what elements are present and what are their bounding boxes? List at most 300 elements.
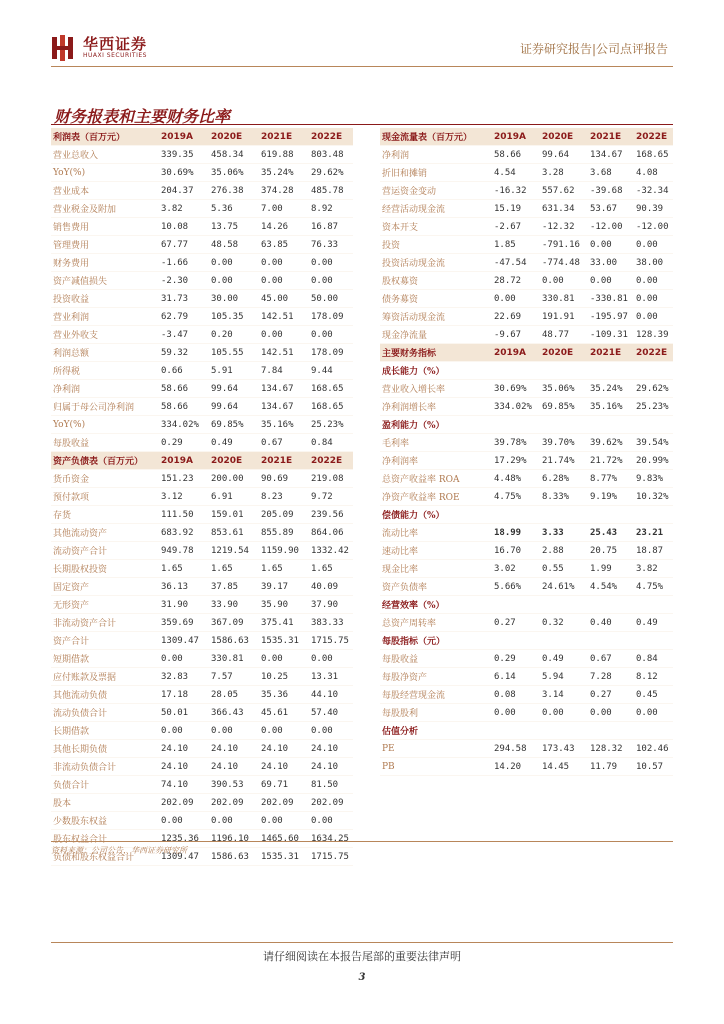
row-label: 非流动资产合计 xyxy=(51,614,159,632)
row-label: 每股指标（元） xyxy=(380,632,492,650)
table-row xyxy=(380,290,673,308)
cell-value: 202.09 xyxy=(209,794,259,812)
table-row xyxy=(51,272,353,290)
cell-value: 204.37 xyxy=(159,182,209,200)
row-label: PE xyxy=(380,740,492,758)
cell-value: 25.23% xyxy=(309,416,353,434)
cell-value: 39.70% xyxy=(540,434,588,452)
cell-value: 20.99% xyxy=(634,452,673,470)
cell-value xyxy=(634,362,673,380)
table-row xyxy=(51,686,353,704)
cell-value: 102.46 xyxy=(634,740,673,758)
cell-value xyxy=(492,362,540,380)
cell-value: 45.61 xyxy=(259,704,309,722)
table-row xyxy=(51,488,353,506)
table-row xyxy=(51,254,353,272)
cell-value: 2022E xyxy=(634,128,673,146)
cell-value: 200.00 xyxy=(209,470,259,488)
cell-value: 0.84 xyxy=(309,434,353,452)
cell-value: 5.66% xyxy=(492,578,540,596)
cell-value: 8.92 xyxy=(309,200,353,218)
cell-value: -32.34 xyxy=(634,182,673,200)
row-label: 长期借款 xyxy=(51,722,159,740)
cell-value: 1634.25 xyxy=(309,830,353,848)
cell-value: 2022E xyxy=(634,344,673,362)
cell-value: 67.77 xyxy=(159,236,209,254)
row-label: 营业税金及附加 xyxy=(51,200,159,218)
cell-value: 2020E xyxy=(540,344,588,362)
cell-value: 5.94 xyxy=(540,668,588,686)
row-label: 存货 xyxy=(51,506,159,524)
cell-value: 151.23 xyxy=(159,470,209,488)
cell-value: 6.91 xyxy=(209,488,259,506)
row-label: 净利润率 xyxy=(380,452,492,470)
table-row xyxy=(51,362,353,380)
cell-value: 35.16% xyxy=(588,398,634,416)
cell-value: 0.00 xyxy=(259,254,309,272)
table-row xyxy=(380,524,673,542)
cell-value: 1.65 xyxy=(209,560,259,578)
cell-value: -1.66 xyxy=(159,254,209,272)
cell-value: 28.72 xyxy=(492,272,540,290)
cell-value: 619.88 xyxy=(259,146,309,164)
row-label: 所得税 xyxy=(51,362,159,380)
row-label: 营业收入增长率 xyxy=(380,380,492,398)
table-row xyxy=(380,614,673,632)
row-label: 归属于母公司净利润 xyxy=(51,398,159,416)
cell-value: 1.65 xyxy=(259,560,309,578)
section-title: 财务报表和主要财务比率 xyxy=(54,107,231,126)
table-row xyxy=(380,236,673,254)
cell-value: 28.05 xyxy=(209,686,259,704)
cell-value: 0.66 xyxy=(159,362,209,380)
row-label: 短期借款 xyxy=(51,650,159,668)
table-row xyxy=(380,182,673,200)
cell-value: 13.75 xyxy=(209,218,259,236)
cell-value: 205.09 xyxy=(259,506,309,524)
cell-value: 2.88 xyxy=(540,542,588,560)
cell-value: 15.19 xyxy=(492,200,540,218)
cell-value: 3.33 xyxy=(540,524,588,542)
cell-value: 7.57 xyxy=(209,668,259,686)
cell-value: 24.10 xyxy=(259,758,309,776)
table-header-row xyxy=(51,128,353,146)
cell-value: 31.73 xyxy=(159,290,209,308)
table-row xyxy=(51,614,353,632)
cell-value: 683.92 xyxy=(159,524,209,542)
cell-value: 17.29% xyxy=(492,452,540,470)
cell-value: 29.62% xyxy=(634,380,673,398)
cell-value xyxy=(588,416,634,434)
cell-value: 6.28% xyxy=(540,470,588,488)
cell-value: 168.65 xyxy=(634,146,673,164)
cell-value: 0.00 xyxy=(259,812,309,830)
cell-value: 1586.63 xyxy=(209,632,259,650)
cell-value: 8.33% xyxy=(540,488,588,506)
row-label: 营运资金变动 xyxy=(380,182,492,200)
row-label: 投资活动现金流 xyxy=(380,254,492,272)
row-label: 营业利润 xyxy=(51,308,159,326)
cell-value: 4.54 xyxy=(492,164,540,182)
cell-value: 855.89 xyxy=(259,524,309,542)
table-row xyxy=(380,578,673,596)
cell-value: 168.65 xyxy=(309,398,353,416)
cell-value: 3.82 xyxy=(159,200,209,218)
cell-value: 9.72 xyxy=(309,488,353,506)
table-row xyxy=(380,398,673,416)
row-label: 股东权益合计 xyxy=(51,830,159,848)
cell-value: 1715.75 xyxy=(309,632,353,650)
row-label: 固定资产 xyxy=(51,578,159,596)
cell-value: 383.33 xyxy=(309,614,353,632)
cell-value: 3.68 xyxy=(588,164,634,182)
row-label: 毛利率 xyxy=(380,434,492,452)
cell-value: 3.14 xyxy=(540,686,588,704)
cell-value: 0.67 xyxy=(259,434,309,452)
cell-value: 63.85 xyxy=(259,236,309,254)
section-divider xyxy=(51,124,673,125)
cell-value: 0.00 xyxy=(588,272,634,290)
cell-value xyxy=(492,596,540,614)
cell-value: 1586.63 xyxy=(209,848,259,866)
cell-value: 25.23% xyxy=(634,398,673,416)
cell-value: 21.74% xyxy=(540,452,588,470)
cell-value: -12.00 xyxy=(588,218,634,236)
cell-value xyxy=(634,632,673,650)
cell-value: 294.58 xyxy=(492,740,540,758)
cell-value: 7.00 xyxy=(259,200,309,218)
cell-value: -774.48 xyxy=(540,254,588,272)
brand-logo xyxy=(51,34,147,62)
cell-value: 390.53 xyxy=(209,776,259,794)
cell-value: 0.00 xyxy=(634,236,673,254)
cell-value: 2021E xyxy=(259,128,309,146)
cell-value: 1332.42 xyxy=(309,542,353,560)
table-row xyxy=(380,308,673,326)
row-label: 总资产收益率 ROA xyxy=(380,470,492,488)
row-label: 估值分析 xyxy=(380,722,492,740)
cell-value: 1535.31 xyxy=(259,632,309,650)
cell-value: -109.31 xyxy=(588,326,634,344)
cell-value: 0.00 xyxy=(259,326,309,344)
cell-value: 219.08 xyxy=(309,470,353,488)
cell-value: 35.24% xyxy=(588,380,634,398)
row-label: 总资产周转率 xyxy=(380,614,492,632)
cell-value: 359.69 xyxy=(159,614,209,632)
table-row xyxy=(51,434,353,452)
row-label: 资产减值损失 xyxy=(51,272,159,290)
cell-value xyxy=(492,506,540,524)
cell-value xyxy=(588,722,634,740)
table-row xyxy=(51,398,353,416)
table-row xyxy=(51,542,353,560)
cell-value: 4.08 xyxy=(634,164,673,182)
cell-value: 99.64 xyxy=(540,146,588,164)
row-label: 投资收益 xyxy=(51,290,159,308)
header-divider xyxy=(51,66,673,67)
cell-value: 159.01 xyxy=(209,506,259,524)
cell-value xyxy=(634,722,673,740)
table-row xyxy=(51,326,353,344)
cell-value: 202.09 xyxy=(259,794,309,812)
cell-value: 0.49 xyxy=(634,614,673,632)
cell-value: 178.09 xyxy=(309,344,353,362)
cell-value: -2.30 xyxy=(159,272,209,290)
table-header-row xyxy=(380,128,673,146)
cell-value: 10.25 xyxy=(259,668,309,686)
cell-value: 0.84 xyxy=(634,650,673,668)
row-label: 少数股东权益 xyxy=(51,812,159,830)
cell-value: 2020E xyxy=(209,128,259,146)
row-label: 其他流动资产 xyxy=(51,524,159,542)
row-label: 每股收益 xyxy=(380,650,492,668)
cell-value: 330.81 xyxy=(540,290,588,308)
table-row xyxy=(380,470,673,488)
cell-value: 0.45 xyxy=(634,686,673,704)
cell-value: 202.09 xyxy=(309,794,353,812)
cell-value: 0.00 xyxy=(634,290,673,308)
cell-value: 18.87 xyxy=(634,542,673,560)
cell-value: 62.79 xyxy=(159,308,209,326)
cell-value: 0.67 xyxy=(588,650,634,668)
cell-value: 178.09 xyxy=(309,308,353,326)
cell-value: 0.00 xyxy=(209,722,259,740)
cell-value: 7.28 xyxy=(588,668,634,686)
cell-value: 35.06% xyxy=(540,380,588,398)
cell-value: 38.00 xyxy=(634,254,673,272)
source-divider xyxy=(51,841,673,842)
cell-value xyxy=(540,722,588,740)
row-label: 营业总收入 xyxy=(51,146,159,164)
cell-value: 2019A xyxy=(159,452,209,470)
cell-value: 339.35 xyxy=(159,146,209,164)
source-note: 资料来源：公司公告，华西证券研究所 xyxy=(51,846,187,855)
cell-value: 2019A xyxy=(492,344,540,362)
table-row xyxy=(51,794,353,812)
table-row xyxy=(380,164,673,182)
cell-value: 1235.36 xyxy=(159,830,209,848)
cell-value: 0.00 xyxy=(159,722,209,740)
cell-value: 3.82 xyxy=(634,560,673,578)
cell-value: 58.66 xyxy=(159,398,209,416)
cell-value: -195.97 xyxy=(588,308,634,326)
cell-value: 0.00 xyxy=(492,290,540,308)
row-label: 现金比率 xyxy=(380,560,492,578)
row-label: 流动比率 xyxy=(380,524,492,542)
table-row xyxy=(51,812,353,830)
cell-value: 239.56 xyxy=(309,506,353,524)
table-row xyxy=(51,236,353,254)
cell-value: 24.10 xyxy=(309,740,353,758)
table-row xyxy=(51,722,353,740)
cell-value: 374.28 xyxy=(259,182,309,200)
cell-value: 0.00 xyxy=(209,272,259,290)
table-row xyxy=(51,704,353,722)
row-label: 营业外收支 xyxy=(51,326,159,344)
cell-value xyxy=(492,416,540,434)
row-label: 筹资活动现金流 xyxy=(380,308,492,326)
cell-value: 16.87 xyxy=(309,218,353,236)
cell-value: 0.00 xyxy=(309,722,353,740)
cell-value: 330.81 xyxy=(209,650,259,668)
cell-value: 35.90 xyxy=(259,596,309,614)
table-row xyxy=(51,596,353,614)
row-label: 其他长期负债 xyxy=(51,740,159,758)
table-row xyxy=(380,434,673,452)
row-label: 无形资产 xyxy=(51,596,159,614)
cell-value: 24.10 xyxy=(159,758,209,776)
row-label: 投资 xyxy=(380,236,492,254)
cell-value: 3.02 xyxy=(492,560,540,578)
cell-value: 24.10 xyxy=(209,740,259,758)
cell-value: 6.14 xyxy=(492,668,540,686)
table-row xyxy=(51,524,353,542)
cell-value: 23.21 xyxy=(634,524,673,542)
cell-value: 2019A xyxy=(492,128,540,146)
cell-value: 17.18 xyxy=(159,686,209,704)
table-row xyxy=(380,218,673,236)
table-row xyxy=(51,632,353,650)
cell-value: -39.68 xyxy=(588,182,634,200)
cell-value: 0.00 xyxy=(159,812,209,830)
cell-value: 13.31 xyxy=(309,668,353,686)
cell-value: 40.09 xyxy=(309,578,353,596)
cell-value: 128.32 xyxy=(588,740,634,758)
cell-value: 8.23 xyxy=(259,488,309,506)
table-row xyxy=(380,272,673,290)
cell-value: 99.64 xyxy=(209,398,259,416)
cell-value xyxy=(634,596,673,614)
cell-value: 0.00 xyxy=(588,704,634,722)
row-label: 折旧和摊销 xyxy=(380,164,492,182)
cell-value: 134.67 xyxy=(259,398,309,416)
cell-value: 9.44 xyxy=(309,362,353,380)
table-row xyxy=(380,740,673,758)
cell-value: 50.01 xyxy=(159,704,209,722)
cell-value xyxy=(634,506,673,524)
table-row xyxy=(380,380,673,398)
cell-value: 39.62% xyxy=(588,434,634,452)
table-header-row xyxy=(380,344,673,362)
table-subheader-row xyxy=(380,596,673,614)
cell-value: 30.69% xyxy=(492,380,540,398)
cell-value: 99.64 xyxy=(209,380,259,398)
cell-value: 31.90 xyxy=(159,596,209,614)
row-label: 经营活动现金流 xyxy=(380,200,492,218)
cell-value: 37.90 xyxy=(309,596,353,614)
cell-value: 1.65 xyxy=(159,560,209,578)
table-row xyxy=(380,758,673,776)
cell-value: 5.91 xyxy=(209,362,259,380)
cell-value: 20.75 xyxy=(588,542,634,560)
row-label: 资产负债表（百万元） xyxy=(51,452,159,470)
table-row xyxy=(51,344,353,362)
cell-value: 173.43 xyxy=(540,740,588,758)
cell-value: 59.32 xyxy=(159,344,209,362)
row-label: 股权募资 xyxy=(380,272,492,290)
cell-value: 0.20 xyxy=(209,326,259,344)
table-row xyxy=(51,200,353,218)
table-row xyxy=(380,686,673,704)
cell-value: 0.00 xyxy=(634,272,673,290)
table-row xyxy=(51,758,353,776)
row-label: 每股股利 xyxy=(380,704,492,722)
table-row xyxy=(380,668,673,686)
table-row xyxy=(51,470,353,488)
table-row xyxy=(51,506,353,524)
cell-value: 39.78% xyxy=(492,434,540,452)
cell-value: 1535.31 xyxy=(259,848,309,866)
cell-value: 0.08 xyxy=(492,686,540,704)
row-label: 股本 xyxy=(51,794,159,812)
cell-value: 0.00 xyxy=(309,254,353,272)
report-type: 证券研究报告|公司点评报告 xyxy=(519,42,668,56)
cell-value xyxy=(588,596,634,614)
row-label: 资产负债率 xyxy=(380,578,492,596)
cell-value: -791.16 xyxy=(540,236,588,254)
cell-value: 10.08 xyxy=(159,218,209,236)
cell-value: -330.81 xyxy=(588,290,634,308)
cell-value: 803.48 xyxy=(309,146,353,164)
cell-value: 0.27 xyxy=(588,686,634,704)
cell-value xyxy=(540,416,588,434)
table-row xyxy=(51,146,353,164)
row-label: YoY(%) xyxy=(51,164,159,182)
table-subheader-row xyxy=(380,632,673,650)
table-subheader-row xyxy=(380,506,673,524)
cell-value: 142.51 xyxy=(259,344,309,362)
cell-value: 24.61% xyxy=(540,578,588,596)
row-label: 净利润 xyxy=(380,146,492,164)
cell-value: 0.00 xyxy=(259,272,309,290)
cell-value: 48.77 xyxy=(540,326,588,344)
cell-value: 39.17 xyxy=(259,578,309,596)
row-label: 资产合计 xyxy=(51,632,159,650)
row-label: 营业成本 xyxy=(51,182,159,200)
cell-value: 1196.10 xyxy=(209,830,259,848)
cell-value: 11.79 xyxy=(588,758,634,776)
row-label: 主要财务指标 xyxy=(380,344,492,362)
legal-disclaimer: 请仔细阅读在本报告尾部的重要法律声明 xyxy=(263,950,461,963)
cell-value: 24.10 xyxy=(159,740,209,758)
cell-value: 33.90 xyxy=(209,596,259,614)
cell-value: 134.67 xyxy=(588,146,634,164)
cell-value: 32.83 xyxy=(159,668,209,686)
cell-value: 18.99 xyxy=(492,524,540,542)
cell-value: 8.77% xyxy=(588,470,634,488)
row-label: 偿债能力（%） xyxy=(380,506,492,524)
cell-value: 2020E xyxy=(209,452,259,470)
table-subheader-row xyxy=(380,362,673,380)
cell-value: 2019A xyxy=(159,128,209,146)
cell-value: 168.65 xyxy=(309,380,353,398)
cell-value: 0.00 xyxy=(634,308,673,326)
cell-value: 0.00 xyxy=(159,650,209,668)
row-label: 成长能力（%） xyxy=(380,362,492,380)
cell-value: -9.67 xyxy=(492,326,540,344)
page-number: 3 xyxy=(358,972,366,983)
table-subheader-row xyxy=(380,722,673,740)
table-row xyxy=(51,182,353,200)
cell-value: 57.40 xyxy=(309,704,353,722)
cell-value: 0.00 xyxy=(309,812,353,830)
cell-value: 458.34 xyxy=(209,146,259,164)
cell-value: 366.43 xyxy=(209,704,259,722)
row-label: 货币资金 xyxy=(51,470,159,488)
cell-value: 30.69% xyxy=(159,164,209,182)
row-label: 预付款项 xyxy=(51,488,159,506)
table-row xyxy=(380,146,673,164)
